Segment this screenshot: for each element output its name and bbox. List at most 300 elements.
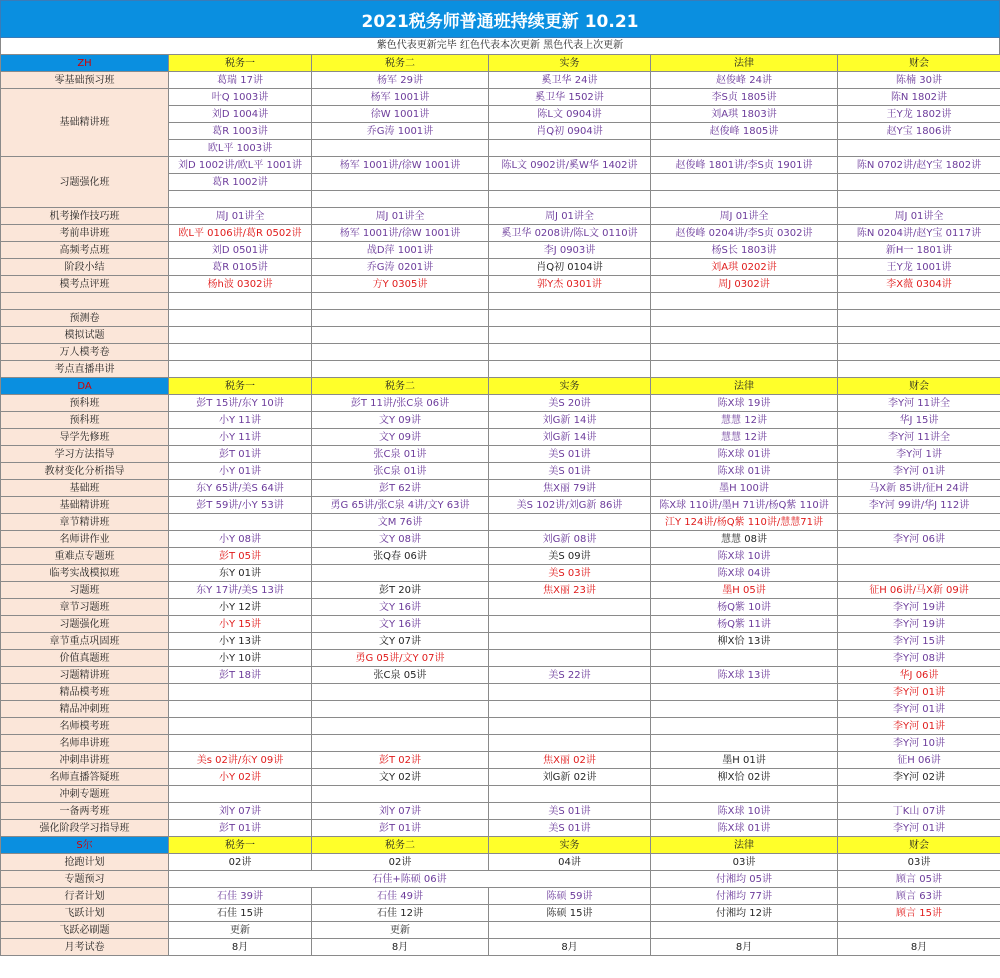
- table-cell: [838, 565, 1000, 582]
- table-cell: 杨军 1001讲/徐W 1001讲: [312, 157, 489, 174]
- row-label: 基础精讲班: [1, 89, 169, 157]
- table-cell: 小Y 08讲: [169, 531, 312, 548]
- table-row: [1, 820, 1000, 837]
- table-cell: 彭T 01讲: [169, 820, 312, 837]
- table-cell: 赵俊峰 0204讲/李S贞 0302讲: [651, 225, 838, 242]
- table-cell: 李Y河 11讲全: [838, 429, 1000, 446]
- table-row: [1, 650, 1000, 667]
- table-cell: 陈X球 04讲: [651, 565, 838, 582]
- row-label: 月考试卷: [1, 939, 169, 956]
- row-label: 高频考点班: [1, 242, 169, 259]
- table-cell: [489, 633, 651, 650]
- table-cell: 彭T 11讲/张C泉 06讲: [312, 395, 489, 412]
- table-cell: 杨h波 0302讲: [169, 276, 312, 293]
- row-label: 精品模考班: [1, 684, 169, 701]
- row-label: 学习方法指导: [1, 446, 169, 463]
- table-cell: [312, 140, 489, 157]
- table-cell: 李Y河 10讲: [838, 735, 1000, 752]
- table-cell: 慧慧 08讲: [651, 531, 838, 548]
- table-cell: 李Y河 01讲: [838, 701, 1000, 718]
- table-row: [1, 565, 1000, 582]
- table-cell: 江Y 124讲/杨Q紫 110讲/慧慧71讲: [651, 514, 838, 531]
- table-cell: [489, 293, 651, 310]
- table-cell: 美S 20讲: [489, 395, 651, 412]
- table-cell: 勇G 05讲/文Y 07讲: [312, 650, 489, 667]
- table-row: [1, 769, 1000, 786]
- table-row: [1, 667, 1000, 684]
- row-label: 名师模考班: [1, 718, 169, 735]
- table-cell: [651, 718, 838, 735]
- row-label: 导学先修班: [1, 429, 169, 446]
- table-cell: 04讲: [489, 854, 651, 871]
- table-cell: 李Y河 06讲: [838, 531, 1000, 548]
- table-row: [1, 633, 1000, 650]
- subject-header: 实务: [489, 837, 651, 854]
- table-row: [1, 89, 1000, 106]
- table-row: [1, 361, 1000, 378]
- table-cell: 慧慧 12讲: [651, 412, 838, 429]
- table-cell: 小Y 15讲: [169, 616, 312, 633]
- table-cell: 华J 15讲: [838, 412, 1000, 429]
- row-label: 章节习题班: [1, 599, 169, 616]
- table-cell: [312, 786, 489, 803]
- table-cell: 周J 01讲全: [312, 208, 489, 225]
- table-cell: 文Y 09讲: [312, 429, 489, 446]
- subject-header: 税务一: [169, 55, 312, 72]
- table-cell: 丁K山 07讲: [838, 803, 1000, 820]
- table-cell: [169, 718, 312, 735]
- row-label: 行者计划: [1, 888, 169, 905]
- table-row: [1, 718, 1000, 735]
- table-cell: 美S 03讲: [489, 565, 651, 582]
- table-cell: 彭T 59讲/小Y 53讲: [169, 497, 312, 514]
- row-label: [1, 293, 169, 310]
- table-cell: 赵Y宝 1806讲: [838, 123, 1000, 140]
- table-cell: [312, 718, 489, 735]
- table-cell: [838, 786, 1000, 803]
- table-cell: 勇G 65讲/张C泉 4讲/文Y 63讲: [312, 497, 489, 514]
- row-label: 价值真题班: [1, 650, 169, 667]
- row-label: 习题班: [1, 582, 169, 599]
- table-cell: 文Y 02讲: [312, 769, 489, 786]
- table-cell: [312, 684, 489, 701]
- table-cell: [169, 786, 312, 803]
- table-cell: 慧慧 12讲: [651, 429, 838, 446]
- table-cell: 彭T 01讲: [169, 446, 312, 463]
- table-cell: 美S 102讲/刘G新 86讲: [489, 497, 651, 514]
- table-row: [1, 922, 1000, 939]
- table-cell: [169, 701, 312, 718]
- table-row: [1, 497, 1000, 514]
- table-cell: 周J 01讲全: [838, 208, 1000, 225]
- subject-header: 税务一: [169, 837, 312, 854]
- table-cell: 东Y 01讲: [169, 565, 312, 582]
- table-cell: 杨Q紫 11讲: [651, 616, 838, 633]
- table-cell: 陈X球 19讲: [651, 395, 838, 412]
- table-cell: [838, 344, 1000, 361]
- table-row: [1, 344, 1000, 361]
- table-cell: 陈N 0702讲/赵Y宝 1802讲: [838, 157, 1000, 174]
- table-cell: 文Y 07讲: [312, 633, 489, 650]
- table-cell: 征H 06讲: [838, 752, 1000, 769]
- table-cell: 顾言 15讲: [838, 905, 1000, 922]
- table-cell: 美S 01讲: [489, 446, 651, 463]
- table-cell: 陈楠 30讲: [838, 72, 1000, 89]
- table-cell: [489, 361, 651, 378]
- subject-header: 税务二: [312, 55, 489, 72]
- row-label: 习题强化班: [1, 616, 169, 633]
- table-cell: [489, 735, 651, 752]
- table-cell: 东Y 17讲/美S 13讲: [169, 582, 312, 599]
- subject-header: 财会: [838, 55, 1000, 72]
- table-cell: 张C泉 01讲: [312, 446, 489, 463]
- subject-header: 税务二: [312, 837, 489, 854]
- table-cell: [312, 191, 489, 208]
- subject-header: 税务二: [312, 378, 489, 395]
- table-cell: 王Y龙 1001讲: [838, 259, 1000, 276]
- table-cell: 刘Y 07讲: [169, 803, 312, 820]
- table-cell: 欧L平 1003讲: [169, 140, 312, 157]
- table-cell: [651, 310, 838, 327]
- table-cell: 彭T 02讲: [312, 752, 489, 769]
- table-cell: 华J 06讲: [838, 667, 1000, 684]
- page-title: 2021税务师普通班持续更新 10.21: [0, 0, 1000, 38]
- table-cell: [489, 327, 651, 344]
- table-cell: 8月: [312, 939, 489, 956]
- row-label: 模考点评班: [1, 276, 169, 293]
- table-cell: 葛R 1003讲: [169, 123, 312, 140]
- table-cell: 奚卫华 24讲: [489, 72, 651, 89]
- table-cell: 8月: [838, 939, 1000, 956]
- subject-header: 税务一: [169, 378, 312, 395]
- table-cell: [838, 174, 1000, 191]
- row-label: 抢跑计划: [1, 854, 169, 871]
- table-cell: 美S 22讲: [489, 667, 651, 684]
- table-cell: 乔G涛 0201讲: [312, 259, 489, 276]
- table-cell: 美S 01讲: [489, 820, 651, 837]
- table-cell: [838, 514, 1000, 531]
- table-cell: [169, 361, 312, 378]
- table-cell: 墨H 01讲: [651, 752, 838, 769]
- table-row: [1, 582, 1000, 599]
- table-cell: 焦X丽 02讲: [489, 752, 651, 769]
- row-label: 名师串讲班: [1, 735, 169, 752]
- table-cell: 李Y河 19讲: [838, 599, 1000, 616]
- table-cell: [489, 140, 651, 157]
- table-row: [1, 616, 1000, 633]
- table-cell: 焦X丽 79讲: [489, 480, 651, 497]
- table-cell: [838, 361, 1000, 378]
- table-row: [1, 242, 1000, 259]
- table-cell: 小Y 02讲: [169, 769, 312, 786]
- table-cell: 陈X球 01讲: [651, 446, 838, 463]
- table-cell: 李X薇 0304讲: [838, 276, 1000, 293]
- table-cell: [169, 514, 312, 531]
- table-cell: [651, 922, 838, 939]
- table-cell: 刘G新 08讲: [489, 531, 651, 548]
- table-cell: 美s 02讲/东Y 09讲: [169, 752, 312, 769]
- table-cell: 8月: [489, 939, 651, 956]
- table-cell: 葛R 0105讲: [169, 259, 312, 276]
- table-cell: 柳X恰 02讲: [651, 769, 838, 786]
- table-cell: 彭T 62讲: [312, 480, 489, 497]
- table-cell: 付湘均 77讲: [651, 888, 838, 905]
- table-cell: 02讲: [169, 854, 312, 871]
- table-cell: [312, 344, 489, 361]
- table-row: [1, 225, 1000, 242]
- table-row: [1, 395, 1000, 412]
- table-cell: [312, 735, 489, 752]
- table-cell: 顾言 05讲: [838, 871, 1000, 888]
- row-label: 预科班: [1, 412, 169, 429]
- table-cell: 征H 06讲/马X新 09讲: [838, 582, 1000, 599]
- table-cell: 李Y河 01讲: [838, 463, 1000, 480]
- table-row: [1, 429, 1000, 446]
- table-row: [1, 599, 1000, 616]
- row-label: 预测卷: [1, 310, 169, 327]
- table-cell: [651, 786, 838, 803]
- table-cell: 奚卫华 0208讲/陈L文 0110讲: [489, 225, 651, 242]
- table-cell: 小Y 11讲: [169, 429, 312, 446]
- table-cell: 美S 09讲: [489, 548, 651, 565]
- table-cell: 墨H 100讲: [651, 480, 838, 497]
- table-cell: 李Y河 15讲: [838, 633, 1000, 650]
- table-cell: 肖Q初 0904讲: [489, 123, 651, 140]
- table-cell: 8月: [169, 939, 312, 956]
- table-row: [1, 276, 1000, 293]
- table-cell: [838, 310, 1000, 327]
- table-cell: 刘G新 14讲: [489, 412, 651, 429]
- row-label: 习题精讲班: [1, 667, 169, 684]
- table-cell: 陈L文 0904讲: [489, 106, 651, 123]
- table-row: [1, 803, 1000, 820]
- table-cell: [489, 718, 651, 735]
- row-label: 考点直播串讲: [1, 361, 169, 378]
- table-row: [1, 514, 1000, 531]
- table-cell: 小Y 12讲: [169, 599, 312, 616]
- table-cell: 刘A琪 1803讲: [651, 106, 838, 123]
- table-cell: [489, 344, 651, 361]
- table-cell: 文Y 16讲: [312, 616, 489, 633]
- table-cell: [838, 548, 1000, 565]
- table-cell: 李Y河 08讲: [838, 650, 1000, 667]
- row-label: 阶段小结: [1, 259, 169, 276]
- table-cell: 杨S长 1803讲: [651, 242, 838, 259]
- table-cell: 石佳+陈硕 06讲: [169, 871, 651, 888]
- table-row: [1, 310, 1000, 327]
- table-cell: 张Q春 06讲: [312, 548, 489, 565]
- row-label: 预科班: [1, 395, 169, 412]
- row-label: 一备两考班: [1, 803, 169, 820]
- table-cell: 彭T 20讲: [312, 582, 489, 599]
- table-cell: [489, 650, 651, 667]
- table-cell: 陈X球 10讲: [651, 803, 838, 820]
- table-cell: 文M 76讲: [312, 514, 489, 531]
- section-label: DA: [1, 378, 169, 395]
- table-cell: 方Y 0305讲: [312, 276, 489, 293]
- row-label: 零基础预习班: [1, 72, 169, 89]
- table-cell: 8月: [651, 939, 838, 956]
- subject-header: 法律: [651, 55, 838, 72]
- table-cell: 战D萍 1001讲: [312, 242, 489, 259]
- subject-header: 财会: [838, 837, 1000, 854]
- table-cell: [312, 174, 489, 191]
- row-label: 万人模考卷: [1, 344, 169, 361]
- row-label: 基础精讲班: [1, 497, 169, 514]
- row-label: 教材变化分析指导: [1, 463, 169, 480]
- row-label: 习题强化班: [1, 157, 169, 208]
- table-cell: 周J 01讲全: [651, 208, 838, 225]
- section-label: ZH: [1, 55, 169, 72]
- table-row: [1, 735, 1000, 752]
- table-row: [1, 293, 1000, 310]
- table-cell: [651, 701, 838, 718]
- table-cell: 陈N 1802讲: [838, 89, 1000, 106]
- table-cell: 彭T 18讲: [169, 667, 312, 684]
- table-row: [1, 905, 1000, 922]
- table-cell: 墨H 05讲: [651, 582, 838, 599]
- table-cell: 文Y 08讲: [312, 531, 489, 548]
- row-label: 飞跃计划: [1, 905, 169, 922]
- table-cell: 赵俊峰 1801讲/李S贞 1901讲: [651, 157, 838, 174]
- table-cell: [489, 701, 651, 718]
- table-cell: 杨军 1001讲/徐W 1001讲: [312, 225, 489, 242]
- table-cell: [838, 140, 1000, 157]
- table-cell: [838, 293, 1000, 310]
- table-row: [1, 531, 1000, 548]
- row-label: 冲刺专题班: [1, 786, 169, 803]
- table-cell: 奚卫华 1502讲: [489, 89, 651, 106]
- table-cell: 张C泉 05讲: [312, 667, 489, 684]
- table-cell: 李S贞 1805讲: [651, 89, 838, 106]
- table-cell: 杨军 29讲: [312, 72, 489, 89]
- table-cell: [651, 191, 838, 208]
- subject-header: 财会: [838, 378, 1000, 395]
- table-cell: [489, 514, 651, 531]
- table-cell: 李Y河 01讲: [838, 820, 1000, 837]
- table-cell: 付湘均 05讲: [651, 871, 838, 888]
- table-cell: [489, 310, 651, 327]
- table-cell: [651, 735, 838, 752]
- table-cell: 李J 0903讲: [489, 242, 651, 259]
- table-cell: 彭T 01讲: [312, 820, 489, 837]
- table-cell: 小Y 01讲: [169, 463, 312, 480]
- table-cell: [489, 616, 651, 633]
- table-cell: [651, 344, 838, 361]
- table-cell: 更新: [312, 922, 489, 939]
- table-cell: 顾言 63讲: [838, 888, 1000, 905]
- table-cell: 李Y河 1讲: [838, 446, 1000, 463]
- table-cell: 02讲: [312, 854, 489, 871]
- table-cell: [489, 684, 651, 701]
- table-cell: 赵俊峰 24讲: [651, 72, 838, 89]
- table-cell: 陈X球 01讲: [651, 820, 838, 837]
- table-cell: 陈X球 10讲: [651, 548, 838, 565]
- table-row: [1, 72, 1000, 89]
- table-row: [1, 786, 1000, 803]
- subject-header: 实务: [489, 55, 651, 72]
- table-cell: 叶Q 1003讲: [169, 89, 312, 106]
- table-cell: 杨Q紫 10讲: [651, 599, 838, 616]
- section-header-row: [1, 55, 1000, 72]
- table-cell: 石佳 49讲: [312, 888, 489, 905]
- table-cell: 陈X球 13讲: [651, 667, 838, 684]
- table-cell: [312, 293, 489, 310]
- subject-header: 实务: [489, 378, 651, 395]
- table-cell: [169, 684, 312, 701]
- table-cell: 陈X球 110讲/墨H 71讲/杨Q紫 110讲: [651, 497, 838, 514]
- table-cell: 柳X恰 13讲: [651, 633, 838, 650]
- table-cell: 石佳 15讲: [169, 905, 312, 922]
- row-label: 考前串讲班: [1, 225, 169, 242]
- table-row: [1, 752, 1000, 769]
- table-row: [1, 939, 1000, 956]
- color-legend: 紫色代表更新完毕 红色代表本次更新 黑色代表上次更新: [0, 38, 1000, 54]
- table-cell: 徐W 1001讲: [312, 106, 489, 123]
- table-row: [1, 446, 1000, 463]
- row-label: 模拟试题: [1, 327, 169, 344]
- table-cell: 陈L文 0902讲/奚W华 1402讲: [489, 157, 651, 174]
- table-cell: [489, 599, 651, 616]
- table-cell: [489, 174, 651, 191]
- table-cell: 李Y河 19讲: [838, 616, 1000, 633]
- table-row: [1, 480, 1000, 497]
- table-cell: 付湘均 12讲: [651, 905, 838, 922]
- table-cell: 东Y 65讲/美S 64讲: [169, 480, 312, 497]
- table-cell: [838, 922, 1000, 939]
- table-cell: 03讲: [838, 854, 1000, 871]
- table-cell: [169, 293, 312, 310]
- table-cell: [651, 361, 838, 378]
- table-cell: 李Y河 99讲/华J 112讲: [838, 497, 1000, 514]
- table-cell: 葛瑞 17讲: [169, 72, 312, 89]
- table-cell: [838, 191, 1000, 208]
- table-row: [1, 327, 1000, 344]
- table-cell: 小Y 11讲: [169, 412, 312, 429]
- table-row: [1, 412, 1000, 429]
- table-row: [1, 854, 1000, 871]
- table-cell: 陈X球 01讲: [651, 463, 838, 480]
- table-cell: 周J 0302讲: [651, 276, 838, 293]
- subject-header: 法律: [651, 837, 838, 854]
- table-cell: 石佳 12讲: [312, 905, 489, 922]
- table-cell: 张C泉 01讲: [312, 463, 489, 480]
- section-header-row: [1, 378, 1000, 395]
- table-cell: 03讲: [651, 854, 838, 871]
- table-cell: 美S 01讲: [489, 463, 651, 480]
- table-cell: [312, 701, 489, 718]
- table-cell: 刘D 1004讲: [169, 106, 312, 123]
- table-cell: [651, 684, 838, 701]
- subject-header: 法律: [651, 378, 838, 395]
- row-label: 精品冲刺班: [1, 701, 169, 718]
- table-cell: 刘A琪 0202讲: [651, 259, 838, 276]
- table-cell: 小Y 13讲: [169, 633, 312, 650]
- table-cell: [651, 650, 838, 667]
- table-cell: [312, 565, 489, 582]
- row-label: 基础班: [1, 480, 169, 497]
- table-cell: [312, 310, 489, 327]
- table-cell: 文Y 09讲: [312, 412, 489, 429]
- row-label: 名师讲作业: [1, 531, 169, 548]
- table-cell: 李Y河 11讲全: [838, 395, 1000, 412]
- table-cell: [489, 922, 651, 939]
- table-cell: 马X新 85讲/征H 24讲: [838, 480, 1000, 497]
- table-cell: [838, 327, 1000, 344]
- table-row: [1, 208, 1000, 225]
- table-cell: 周J 01讲全: [489, 208, 651, 225]
- row-label: 名师直播答疑班: [1, 769, 169, 786]
